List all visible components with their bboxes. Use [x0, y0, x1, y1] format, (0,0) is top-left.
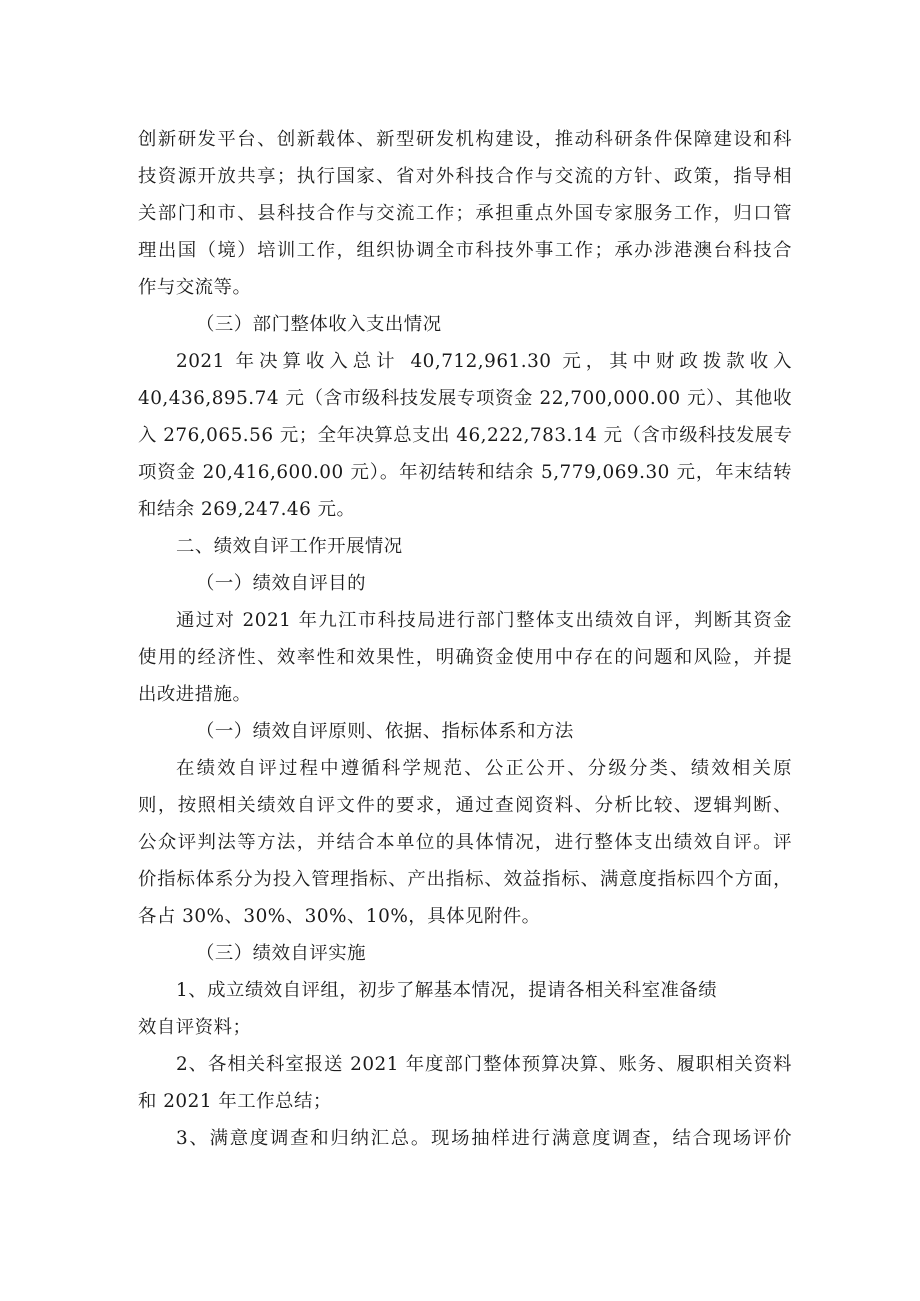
list-item-line: 1、成立绩效自评组，初步了解基本情况，提请各相关科室准备绩 [176, 980, 718, 1001]
paragraph-line: 出改进措施。 [138, 684, 252, 705]
section-heading: （三）部门整体收入支出情况 [196, 314, 442, 335]
paragraph-line: 和结余 269,247.46 元。 [138, 499, 356, 520]
paragraph-line: 价指标体系分为投入管理指标、产出指标、效益指标、满意度指标四个方面， [138, 869, 792, 890]
paragraph-line: 通过对 2021 年九江市科技局进行部门整体支出绩效自评，判断其资金 [176, 610, 792, 631]
paragraph-line: 技资源开放共享；执行国家、省对外科技合作与交流的方针、政策，指导相 [138, 166, 792, 187]
paragraph-line: 作与交流等。 [138, 277, 252, 298]
paragraph-line: 入 276,065.56 元；全年决算总支出 46,222,783.14 元（含市级科技发展专 [138, 425, 793, 446]
paragraph-line: 则，按照相关绩效自评文件的要求，通过查阅资料、分析比较、逻辑判断、 [138, 795, 792, 816]
paragraph-line: 关部门和市、县科技合作与交流工作；承担重点外国专家服务工作，归口管 [138, 203, 792, 224]
list-item-line: 效自评资料； [138, 1017, 252, 1038]
paragraph-line: 40,436,895.74 元（含市级科技发展专项资金 22,700,000.00 元）、其他收 [138, 388, 792, 409]
paragraph-line: 2021 年决算收入总计 40,712,961.30 元，其中财政拨款收入 [176, 351, 792, 372]
list-item-line: 和 2021 年工作总结； [138, 1091, 332, 1112]
paragraph-line: 项资金 20,416,600.00 元）。年初结转和结余 5,779,069.30 元，年末结转 [138, 462, 792, 483]
chapter-heading: 二、绩效自评工作开展情况 [176, 536, 403, 557]
paragraph-line: 各占 30%、30%、30%、10%，具体见附件。 [138, 906, 541, 927]
paragraph-line: 理出国（境）培训工作，组织协调全市科技外事工作；承办涉港澳台科技合 [138, 240, 792, 261]
paragraph-line: 在绩效自评过程中遵循科学规范、公正公开、分级分类、绩效相关原 [176, 758, 792, 779]
paragraph-line: 公众评判法等方法，并结合本单位的具体情况，进行整体支出绩效自评。评 [138, 832, 792, 853]
list-item-line: 2、各相关科室报送 2021 年度部门整体预算决算、账务、履职相关资料 [176, 1054, 792, 1075]
section-heading: （三）绩效自评实施 [196, 943, 367, 964]
list-item-line: 3、满意度调查和归纳汇总。现场抽样进行满意度调查，结合现场评价 [176, 1128, 792, 1149]
section-heading: （一）绩效自评目的 [196, 573, 367, 594]
paragraph-line: 使用的经济性、效率性和效果性，明确资金使用中存在的问题和风险，并提 [138, 647, 792, 668]
section-heading: （一）绩效自评原则、依据、指标体系和方法 [196, 721, 574, 742]
document-page [138, 121, 792, 1157]
paragraph-line: 创新研发平台、创新载体、新型研发机构建设，推动科研条件保障建设和科 [138, 129, 792, 150]
